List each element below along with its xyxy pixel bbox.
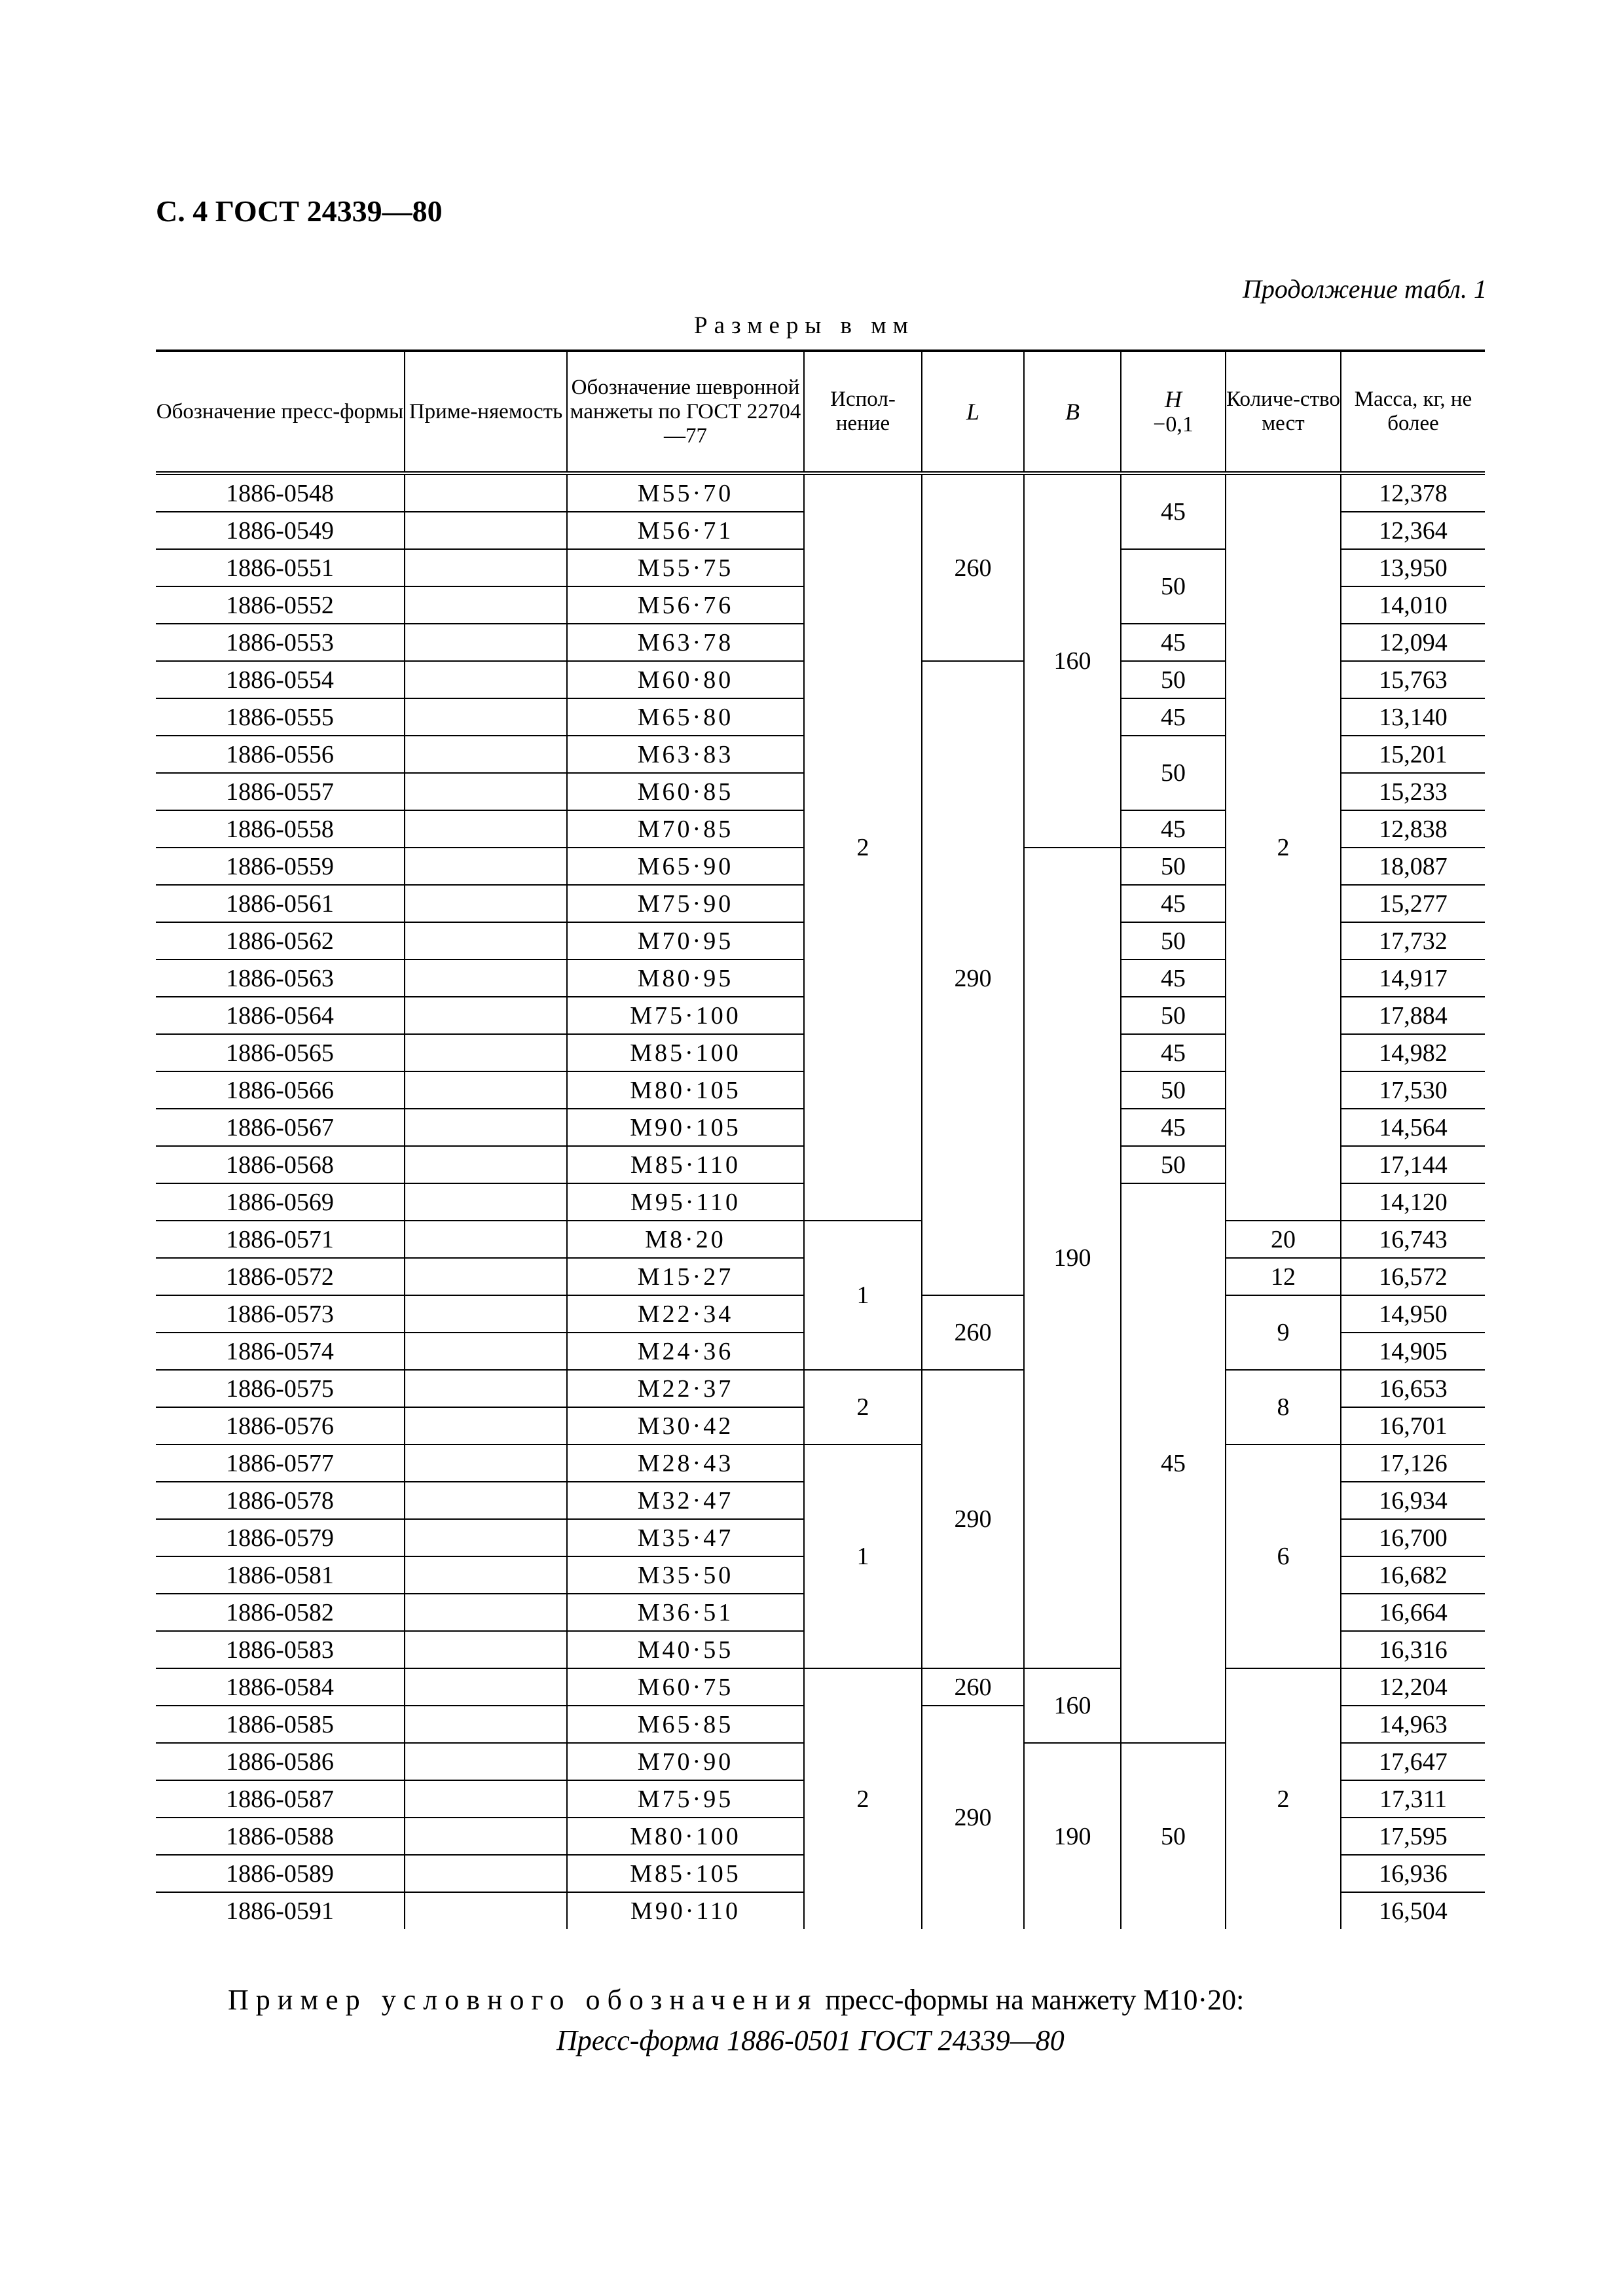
cuff-code-cell: М90·110 [567,1892,804,1929]
applicability-cell [405,1034,567,1071]
mold-code-cell: 1886-0549 [156,512,405,549]
mass-cell: 14,010 [1341,586,1485,624]
applicability-cell [405,1221,567,1258]
mold-code-cell: 1886-0571 [156,1221,405,1258]
applicability-cell [405,1146,567,1183]
cuff-code-cell: М22·34 [567,1295,804,1333]
mass-cell: 17,530 [1341,1071,1485,1109]
mass-cell: 13,950 [1341,549,1485,586]
places-count-cell: 2 [1226,1668,1341,1929]
execution-cell: 2 [804,1668,922,1929]
height-H-cell: 50 [1121,922,1226,960]
mold-code-cell: 1886-0558 [156,810,405,848]
applicability-cell [405,1631,567,1668]
mass-cell: 13,140 [1341,698,1485,736]
cuff-code-cell: М95·110 [567,1183,804,1221]
mold-code-cell: 1886-0581 [156,1556,405,1594]
table-continuation-note: Продолжение табл. 1 [1242,274,1487,304]
mold-code-cell: 1886-0573 [156,1295,405,1333]
cuff-code-cell: М65·85 [567,1706,804,1743]
applicability-cell [405,736,567,773]
cuff-code-cell: М70·95 [567,922,804,960]
header-H-symbol: H [1165,386,1182,412]
mass-cell: 16,504 [1341,1892,1485,1929]
execution-cell: 1 [804,1444,922,1668]
mold-code-cell: 1886-0572 [156,1258,405,1295]
mass-cell: 17,126 [1341,1444,1485,1482]
height-H-cell: 45 [1121,473,1226,549]
height-H-cell: 50 [1121,661,1226,698]
applicability-cell [405,698,567,736]
height-H-cell: 50 [1121,1071,1226,1109]
applicability-cell [405,1594,567,1631]
applicability-cell [405,512,567,549]
mass-cell: 16,572 [1341,1258,1485,1295]
mold-code-cell: 1886-0584 [156,1668,405,1706]
table-row [156,1221,1485,1258]
cuff-code-cell: М70·90 [567,1743,804,1780]
height-H-cell: 50 [1121,549,1226,624]
units-caption: Размеры в мм [694,312,915,339]
mold-code-cell: 1886-0579 [156,1519,405,1556]
cuff-code-cell: М32·47 [567,1482,804,1519]
cuff-code-cell: М8·20 [567,1221,804,1258]
table-row [156,1370,1485,1407]
mold-code-cell: 1886-0589 [156,1855,405,1892]
applicability-cell [405,922,567,960]
mass-cell: 17,595 [1341,1818,1485,1855]
cuff-code-cell: М40·55 [567,1631,804,1668]
table-row [156,1668,1485,1706]
mold-code-cell: 1886-0553 [156,624,405,661]
applicability-cell [405,1482,567,1519]
height-H-cell: 45 [1121,1034,1226,1071]
header-places: Количе-ство мест [1226,351,1341,473]
mold-code-cell: 1886-0561 [156,885,405,922]
applicability-cell [405,1519,567,1556]
applicability-cell [405,848,567,885]
cuff-code-cell: М75·90 [567,885,804,922]
mass-cell: 16,701 [1341,1407,1485,1444]
height-H-cell: 45 [1121,810,1226,848]
cuff-code-cell: М75·95 [567,1780,804,1818]
applicability-cell [405,885,567,922]
mold-code-cell: 1886-0563 [156,960,405,997]
cuff-code-cell: М85·110 [567,1146,804,1183]
header-mold-code: Обозначение пресс-формы [156,351,405,473]
mass-cell: 16,743 [1341,1221,1485,1258]
cuff-code-cell: М56·76 [567,586,804,624]
mold-code-cell: 1886-0566 [156,1071,405,1109]
length-L-cell: 260 [922,1295,1024,1370]
execution-cell: 1 [804,1221,922,1370]
mold-code-cell: 1886-0586 [156,1743,405,1780]
header-L: L [922,351,1024,473]
cuff-code-cell: М63·83 [567,736,804,773]
header-applicability: Приме-няемость [405,351,567,473]
applicability-cell [405,1370,567,1407]
applicability-cell [405,997,567,1034]
cuff-code-cell: М65·90 [567,848,804,885]
mold-code-cell: 1886-0574 [156,1333,405,1370]
applicability-cell [405,624,567,661]
mass-cell: 15,201 [1341,736,1485,773]
mold-code-cell: 1886-0582 [156,1594,405,1631]
places-count-cell: 20 [1226,1221,1341,1258]
mass-cell: 16,682 [1341,1556,1485,1594]
mass-cell: 14,120 [1341,1183,1485,1221]
places-count-cell: 6 [1226,1444,1341,1668]
header-B: B [1024,351,1121,473]
mass-cell: 12,204 [1341,1668,1485,1706]
example-lead: Пример условного обозначения [228,1984,818,2016]
mold-code-cell: 1886-0588 [156,1818,405,1855]
applicability-cell [405,549,567,586]
applicability-cell [405,1706,567,1743]
mass-cell: 16,316 [1341,1631,1485,1668]
mold-code-cell: 1886-0555 [156,698,405,736]
mold-code-cell: 1886-0585 [156,1706,405,1743]
mass-cell: 16,664 [1341,1594,1485,1631]
mold-code-cell: 1886-0583 [156,1631,405,1668]
applicability-cell [405,960,567,997]
applicability-cell [405,1109,567,1146]
height-H-cell: 45 [1121,624,1226,661]
cuff-code-cell: М63·78 [567,624,804,661]
cuff-code-cell: М65·80 [567,698,804,736]
applicability-cell [405,1818,567,1855]
cuff-code-cell: М75·100 [567,997,804,1034]
cuff-code-cell: М90·105 [567,1109,804,1146]
mass-cell: 14,963 [1341,1706,1485,1743]
mold-code-cell: 1886-0578 [156,1482,405,1519]
applicability-cell [405,473,567,512]
mass-cell: 15,233 [1341,773,1485,810]
mold-code-cell: 1886-0562 [156,922,405,960]
header-cuff-code: Обозначение шевронной манжеты по ГОСТ 22704—77 [567,351,804,473]
cuff-code-cell: М80·105 [567,1071,804,1109]
applicability-cell [405,661,567,698]
example-lead-rest: пресс-формы на манжету М10·20: [818,1984,1245,2016]
mass-cell: 14,905 [1341,1333,1485,1370]
height-H-cell: 50 [1121,736,1226,810]
width-B-cell: 190 [1024,1743,1121,1929]
table-header-row [156,351,1485,473]
mass-cell: 16,936 [1341,1855,1485,1892]
mold-code-cell: 1886-0554 [156,661,405,698]
mass-cell: 14,950 [1341,1295,1485,1333]
mass-cell: 14,982 [1341,1034,1485,1071]
height-H-cell: 50 [1121,1743,1226,1929]
applicability-cell [405,1407,567,1444]
cuff-code-cell: М60·85 [567,773,804,810]
length-L-cell: 260 [922,1668,1024,1706]
mold-code-cell: 1886-0564 [156,997,405,1034]
applicability-cell [405,1668,567,1706]
applicability-cell [405,1444,567,1482]
length-L-cell: 290 [922,1370,1024,1668]
header-H [1121,351,1226,473]
mass-cell: 16,934 [1341,1482,1485,1519]
cuff-code-cell: М80·95 [567,960,804,997]
height-H-cell: 50 [1121,997,1226,1034]
width-B-cell: 190 [1024,848,1121,1668]
mass-cell: 18,087 [1341,848,1485,885]
places-count-cell: 9 [1226,1295,1341,1370]
applicability-cell [405,1071,567,1109]
example-designation-code: Пресс-форма 1886-0501 ГОСТ 24339—80 [556,2024,1065,2056]
applicability-cell [405,810,567,848]
mass-cell: 15,763 [1341,661,1485,698]
mass-cell: 16,700 [1341,1519,1485,1556]
dimensions-table [156,350,1485,1929]
places-count-cell: 8 [1226,1370,1341,1444]
mass-cell: 15,277 [1341,885,1485,922]
applicability-cell [405,1780,567,1818]
height-H-cell: 45 [1121,885,1226,922]
mass-cell: 17,647 [1341,1743,1485,1780]
mass-cell: 17,884 [1341,997,1485,1034]
height-H-cell: 45 [1121,1183,1226,1743]
mass-cell: 12,364 [1341,512,1485,549]
mold-code-cell: 1886-0548 [156,473,405,512]
mass-cell: 12,838 [1341,810,1485,848]
header-mass: Масса, кг, не более [1341,351,1485,473]
cuff-code-cell: М35·50 [567,1556,804,1594]
page-title: С. 4 ГОСТ 24339—80 [156,194,443,228]
cuff-code-cell: М55·75 [567,549,804,586]
mold-code-cell: 1886-0591 [156,1892,405,1929]
cuff-code-cell: М70·85 [567,810,804,848]
applicability-cell [405,1258,567,1295]
mass-cell: 12,094 [1341,624,1485,661]
places-count-cell: 12 [1226,1258,1341,1295]
mold-code-cell: 1886-0565 [156,1034,405,1071]
cuff-code-cell: М55·70 [567,473,804,512]
mold-code-cell: 1886-0568 [156,1146,405,1183]
length-L-cell: 290 [922,661,1024,1295]
applicability-cell [405,1556,567,1594]
places-count-cell: 2 [1226,473,1341,1221]
mold-code-cell: 1886-0551 [156,549,405,586]
applicability-cell [405,1333,567,1370]
mass-cell: 14,917 [1341,960,1485,997]
header-H-tolerance: −0,1 [1153,412,1194,437]
mass-cell: 16,653 [1341,1370,1485,1407]
mold-code-cell: 1886-0552 [156,586,405,624]
table-row [156,473,1485,512]
mold-code-cell: 1886-0587 [156,1780,405,1818]
mass-cell: 14,564 [1341,1109,1485,1146]
cuff-code-cell: М56·71 [567,512,804,549]
length-L-cell: 260 [922,473,1024,661]
cuff-code-cell: М28·43 [567,1444,804,1482]
height-H-cell: 50 [1121,848,1226,885]
applicability-cell [405,773,567,810]
mold-code-cell: 1886-0577 [156,1444,405,1482]
mass-cell: 17,732 [1341,922,1485,960]
applicability-cell [405,586,567,624]
mold-code-cell: 1886-0557 [156,773,405,810]
mass-cell: 17,311 [1341,1780,1485,1818]
height-H-cell: 45 [1121,1109,1226,1146]
applicability-cell [405,1183,567,1221]
height-H-cell: 50 [1121,1146,1226,1183]
height-H-cell: 45 [1121,698,1226,736]
cuff-code-cell: М36·51 [567,1594,804,1631]
applicability-cell [405,1295,567,1333]
mold-code-cell: 1886-0575 [156,1370,405,1407]
applicability-cell [405,1892,567,1929]
applicability-cell [405,1743,567,1780]
cuff-code-cell: М60·75 [567,1668,804,1706]
length-L-cell: 290 [922,1706,1024,1929]
cuff-code-cell: М24·36 [567,1333,804,1370]
execution-cell: 2 [804,473,922,1221]
mold-code-cell: 1886-0567 [156,1109,405,1146]
cuff-code-cell: М85·100 [567,1034,804,1071]
cuff-code-cell: М22·37 [567,1370,804,1407]
designation-example [228,1983,1244,2017]
execution-cell: 2 [804,1370,922,1444]
mold-code-cell: 1886-0576 [156,1407,405,1444]
mass-cell: 12,378 [1341,473,1485,512]
cuff-code-cell: М30·42 [567,1407,804,1444]
cuff-code-cell: М85·105 [567,1855,804,1892]
mass-cell: 17,144 [1341,1146,1485,1183]
width-B-cell: 160 [1024,1668,1121,1743]
cuff-code-cell: М80·100 [567,1818,804,1855]
cuff-code-cell: М60·80 [567,661,804,698]
table-row [156,1444,1485,1482]
height-H-cell: 45 [1121,960,1226,997]
mold-code-cell: 1886-0556 [156,736,405,773]
cuff-code-cell: М15·27 [567,1258,804,1295]
applicability-cell [405,1855,567,1892]
width-B-cell: 160 [1024,473,1121,848]
mold-code-cell: 1886-0569 [156,1183,405,1221]
cuff-code-cell: М35·47 [567,1519,804,1556]
header-execution: Испол-нение [804,351,922,473]
mold-code-cell: 1886-0559 [156,848,405,885]
